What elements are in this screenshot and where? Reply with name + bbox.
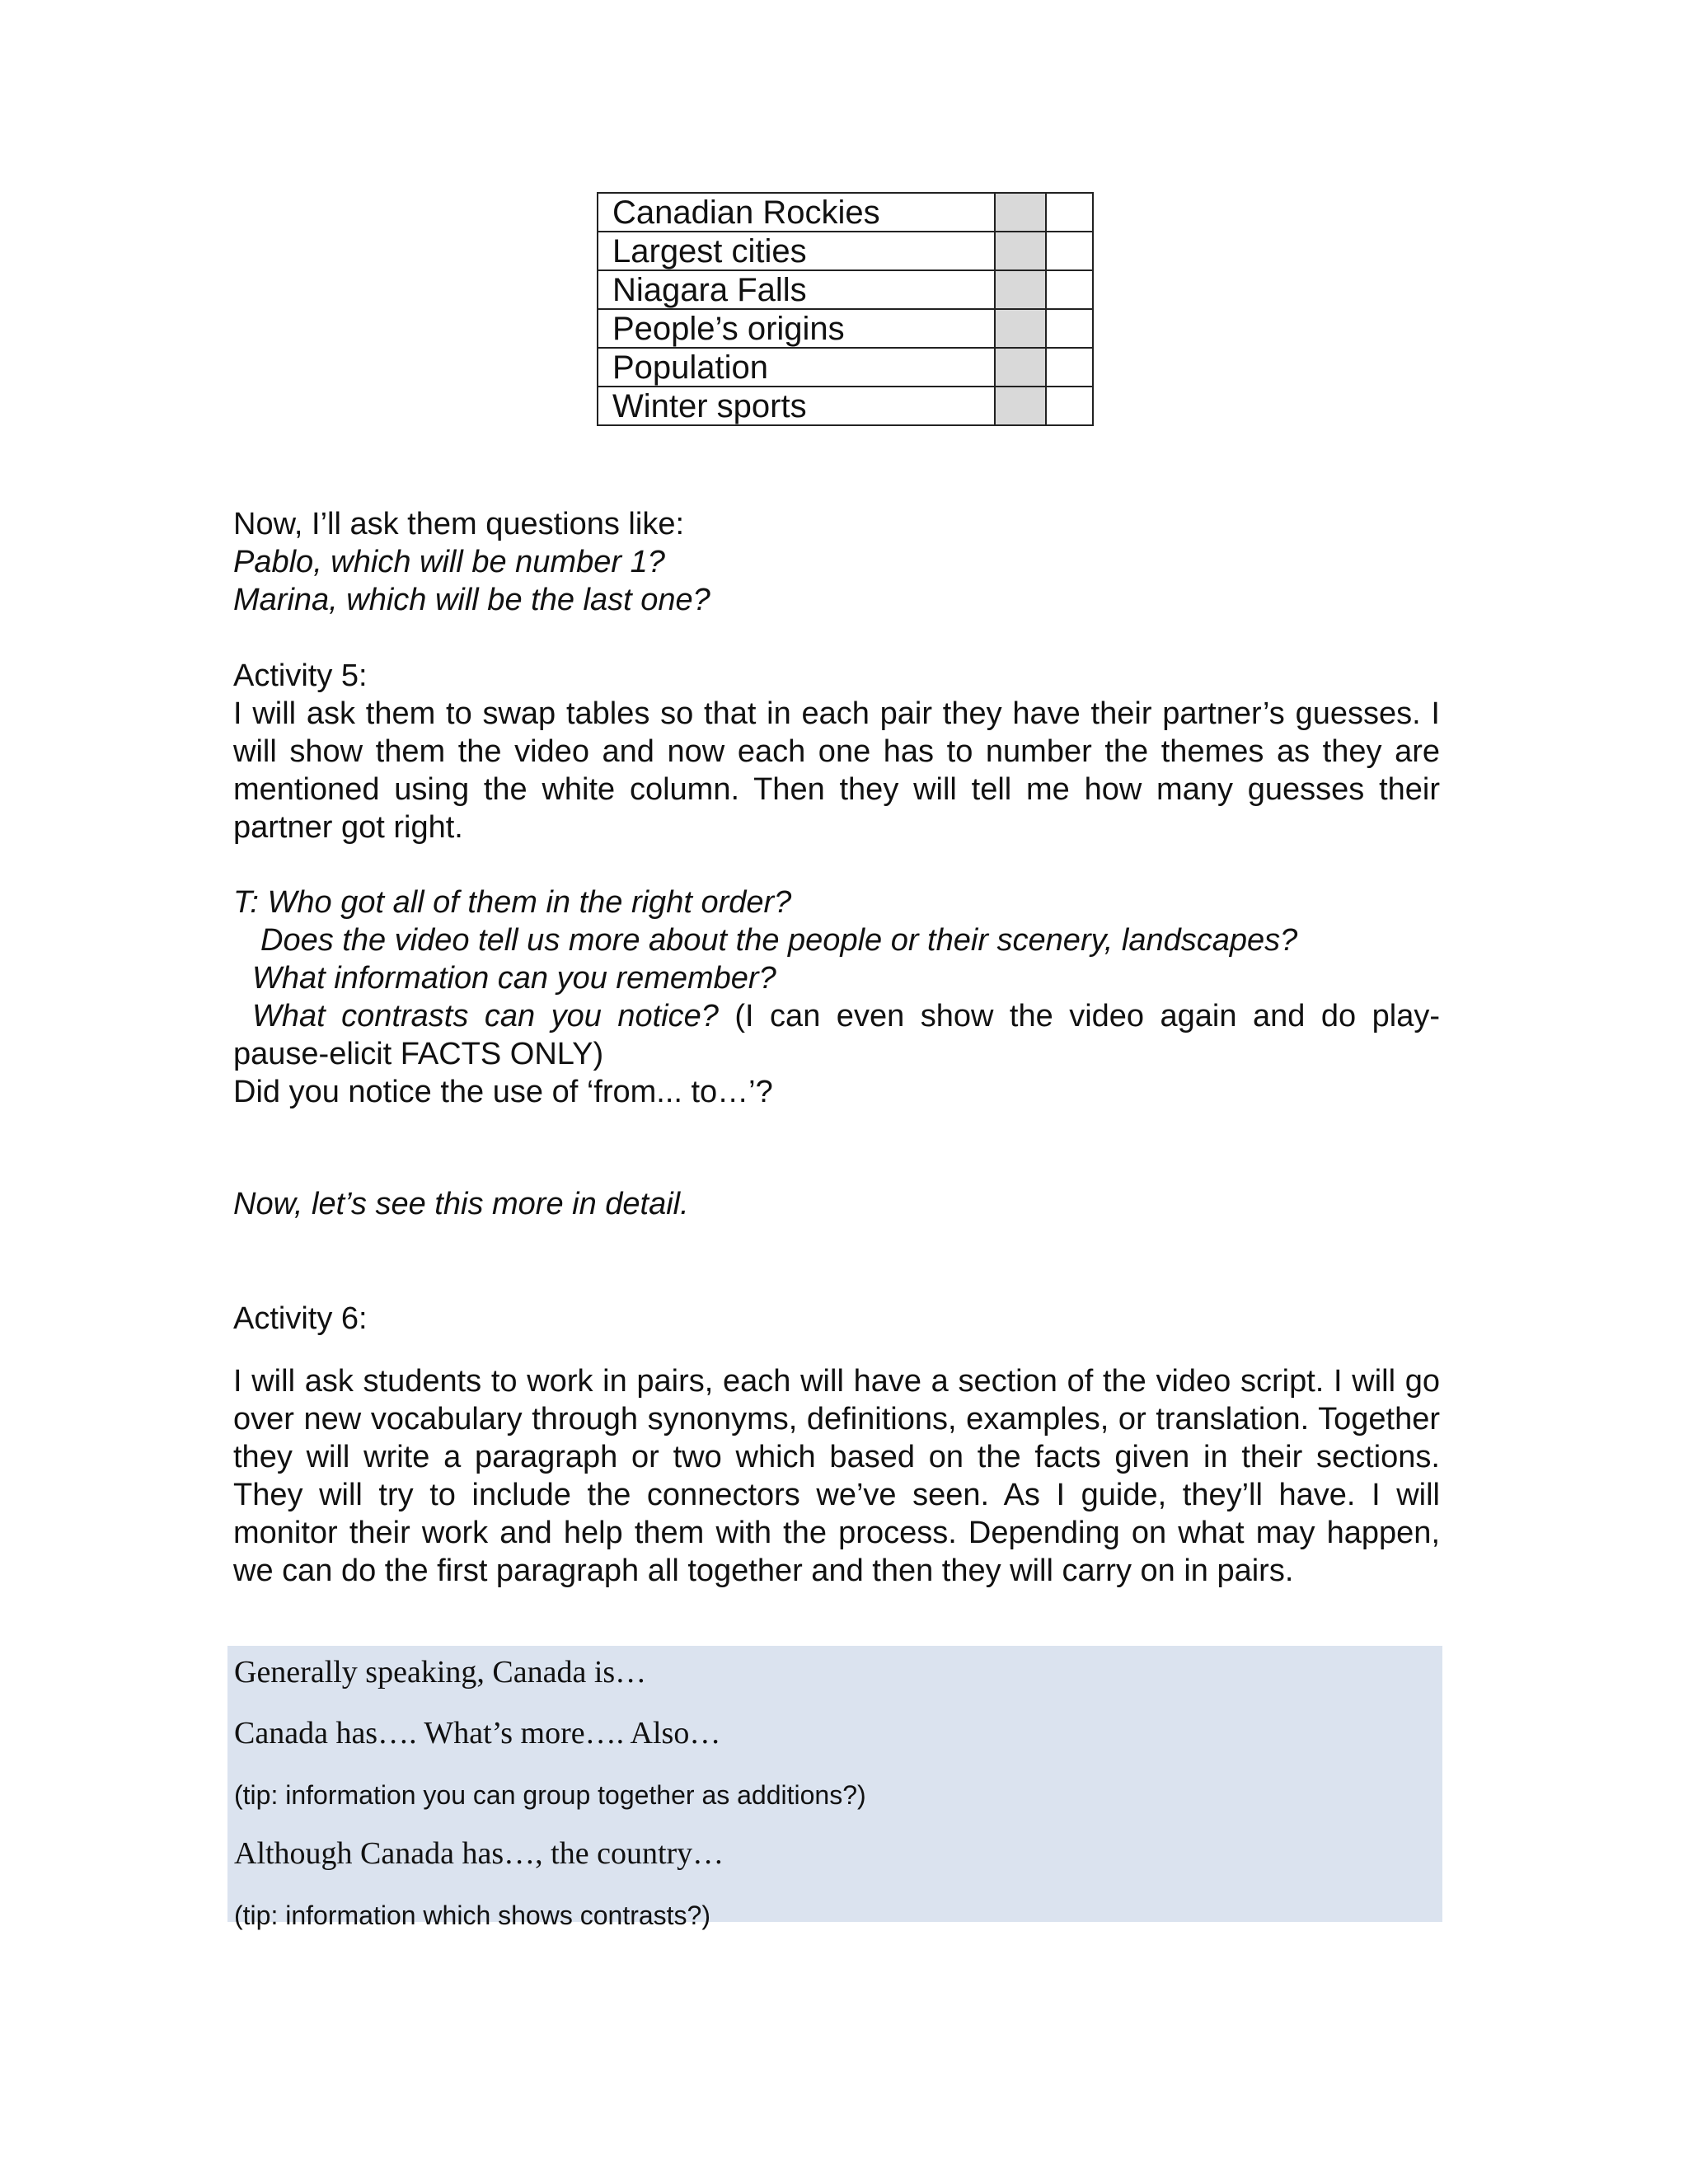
order-cell — [1046, 232, 1093, 270]
theme-cell: Winter sports — [598, 387, 995, 425]
activity-5-body: I will ask them to swap tables so that in each pair they have their partner’s guesses. I will show them the video and now each one has to number the themes as they are mentioned using the white column. Then they will tell me how many guesses their partner got right. — [233, 696, 1440, 845]
order-cell — [1046, 387, 1093, 425]
tip-additions: (tip: information you can group together as additions?) — [234, 1780, 866, 1810]
order-cell — [1046, 270, 1093, 309]
guess-cell — [995, 387, 1046, 425]
themes-table — [597, 192, 1094, 426]
theme-cell: People’s origins — [598, 309, 995, 348]
teacher-question-4-italic: What contrasts can you notice? — [252, 999, 719, 1033]
table-row — [598, 193, 1093, 232]
detail-line: Now, let’s see this more in detail. — [233, 1187, 689, 1221]
connector-tip-box — [227, 1646, 1442, 1930]
teacher-question-5: Did you notice the use of ‘from... to…’? — [233, 1075, 773, 1109]
question-pablo: Pablo, which will be number 1? — [233, 545, 665, 579]
table-row — [598, 387, 1093, 425]
tip-contrasts: (tip: information which shows contrasts?) — [234, 1900, 710, 1930]
order-cell — [1046, 309, 1093, 348]
theme-cell: Canadian Rockies — [598, 193, 995, 232]
guess-cell — [995, 309, 1046, 348]
teacher-question-3: What information can you remember? — [252, 961, 776, 996]
table-row — [598, 348, 1093, 387]
activity-6-body: I will ask students to work in pairs, each will have a section of the video script. I will go over new vocabulary through synonyms, definitions, examples, or translation. Together they will write a paragraph or two which based on the facts given in their sections. They will try to include the connectors we’ve seen. As I guide, they’ll have. I will monitor their work and help them with the process. Depending on what may happen, we can do the first paragraph all together and then they will carry on in pairs. — [233, 1364, 1440, 1588]
table-row — [598, 270, 1093, 309]
table-row — [598, 232, 1093, 270]
guess-cell — [995, 348, 1046, 387]
theme-cell: Niagara Falls — [598, 270, 995, 309]
teacher-question-1: T: Who got all of them in the right order? — [233, 885, 792, 920]
teacher-question-4-note: (I can even show the video again and do play- — [718, 999, 1440, 1033]
guess-cell — [995, 193, 1046, 232]
order-cell — [1046, 193, 1093, 232]
activity-5-heading: Activity 5: — [233, 658, 368, 693]
order-cell — [1046, 348, 1093, 387]
teacher-question-2: Does the video tell us more about the people or their scenery, landscapes? — [260, 923, 1298, 958]
questions-lead: Now, I’ll ask them questions like: — [233, 507, 685, 541]
guess-cell — [995, 270, 1046, 309]
teacher-question-4 — [252, 997, 1440, 1035]
theme-cell: Population — [598, 348, 995, 387]
connector-line-3: Although Canada has…, the country… — [234, 1836, 724, 1871]
activity-6-heading: Activity 6: — [233, 1301, 368, 1336]
connector-line-1: Generally speaking, Canada is… — [234, 1655, 647, 1690]
question-marina: Marina, which will be the last one? — [233, 583, 710, 617]
table-row — [598, 309, 1093, 348]
theme-cell: Largest cities — [598, 232, 995, 270]
teacher-question-4-continued: pause-elicit FACTS ONLY) — [233, 1037, 604, 1071]
guess-cell — [995, 232, 1046, 270]
connector-line-2: Canada has…. What’s more…. Also… — [234, 1716, 721, 1750]
